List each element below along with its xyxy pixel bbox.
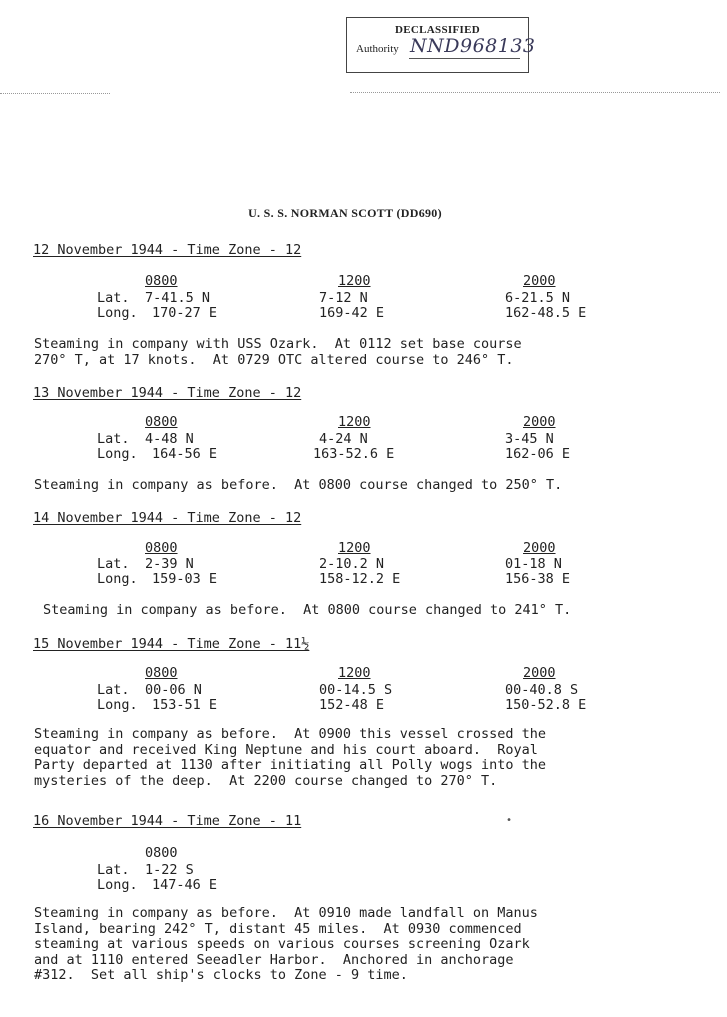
time-1200: 1200 xyxy=(338,665,371,681)
long-0800: 159-03 E xyxy=(152,571,218,587)
long-label: Long. xyxy=(97,305,138,321)
long-1200: 158-12.2 E xyxy=(319,571,401,587)
entry-text: Steaming in company with USS Ozark. At 0112 set base course 270° T, at 17 knots. At 0729 OTC altered course to 246° T. xyxy=(34,336,522,368)
time-0800: 0800 xyxy=(145,273,178,289)
long-label: Long. xyxy=(97,877,138,893)
time-1200: 1200 xyxy=(338,540,371,556)
time-1200: 1200 xyxy=(338,273,371,289)
long-2000: 162-48.5 E xyxy=(505,305,587,321)
long-1200: 169-42 E xyxy=(319,305,385,321)
long-label: Long. xyxy=(97,446,138,462)
long-2000: 162-06 E xyxy=(505,446,571,462)
time-2000: 2000 xyxy=(523,665,556,681)
time-1200: 1200 xyxy=(338,414,371,430)
entry-heading: 12 November 1944 - Time Zone - 12 xyxy=(33,242,302,258)
time-2000: 2000 xyxy=(523,540,556,556)
lat-0800: 00-06 N xyxy=(145,682,202,698)
long-0800: 164-56 E xyxy=(152,446,218,462)
declassified-stamp xyxy=(346,17,536,73)
long-label: Long. xyxy=(97,697,138,713)
stamp-title: DECLASSIFIED xyxy=(395,24,480,36)
time-0800: 0800 xyxy=(145,414,178,430)
long-2000: 156-38 E xyxy=(505,571,571,587)
long-1200: 163-52.6 E xyxy=(313,446,395,462)
long-0800: 170-27 E xyxy=(152,305,218,321)
scan-line-right xyxy=(350,92,720,93)
lat-2000: 00-40.8 S xyxy=(505,682,579,698)
lat-1200: 7-12 N xyxy=(319,290,368,306)
lat-1200: 4-24 N xyxy=(319,431,368,447)
lat-0800: 4-48 N xyxy=(145,431,194,447)
document-title: U. S. S. NORMAN SCOTT (DD690) xyxy=(248,206,442,220)
lat-label: Lat. xyxy=(97,431,130,447)
entry-text: Steaming in company as before. At 0800 course changed to 250° T. xyxy=(34,477,563,493)
lat-1200: 2-10.2 N xyxy=(319,556,385,572)
lat-0800: 1-22 S xyxy=(145,862,194,878)
entry-heading: 15 November 1944 - Time Zone - 11½ xyxy=(33,636,310,652)
lat-2000: 01-18 N xyxy=(505,556,562,572)
lat-0800: 7-41.5 N xyxy=(145,290,211,306)
time-0800: 0800 xyxy=(145,845,178,861)
scan-line-left xyxy=(0,93,110,94)
time-0800: 0800 xyxy=(145,540,178,556)
entry-heading: 16 November 1944 - Time Zone - 11 xyxy=(33,813,302,829)
time-0800: 0800 xyxy=(145,665,178,681)
stamp-authority-label: Authority xyxy=(356,43,399,55)
stamp-underline xyxy=(409,58,520,59)
time-2000: 2000 xyxy=(523,273,556,289)
lat-2000: 6-21.5 N xyxy=(505,290,571,306)
lat-2000: 3-45 N xyxy=(505,431,554,447)
lat-0800: 2-39 N xyxy=(145,556,194,572)
long-label: Long. xyxy=(97,571,138,587)
scan-mark: • xyxy=(506,815,513,826)
stamp-authority-value: NND968133 xyxy=(410,35,536,57)
long-0800: 147-46 E xyxy=(152,877,218,893)
entry-text: Steaming in company as before. At 0900 this vessel crossed the equator and received King Neptune and his court aboard. Royal Party departed at 1130 after initiating all Polly wogs into the mysteries of the deep. At 2200 course changed to 270° T. xyxy=(34,726,547,789)
time-2000: 2000 xyxy=(523,414,556,430)
lat-label: Lat. xyxy=(97,682,130,698)
long-2000: 150-52.8 E xyxy=(505,697,587,713)
long-0800: 153-51 E xyxy=(152,697,218,713)
entry-heading: 14 November 1944 - Time Zone - 12 xyxy=(33,510,302,526)
entry-text: Steaming in company as before. At 0910 made landfall on Manus Island, bearing 242° T, distant 45 miles. At 0930 commenced steaming at various speeds on various courses screening Ozark and at 1110 entered Seeadler Harbor. Anchored in anchorage #312. Set all ship's clocks to Zone - 9 time. xyxy=(34,905,538,983)
lat-label: Lat. xyxy=(97,556,130,572)
lat-label: Lat. xyxy=(97,290,130,306)
long-1200: 152-48 E xyxy=(319,697,385,713)
entry-text: Steaming in company as before. At 0800 course changed to 241° T. xyxy=(43,602,572,618)
lat-1200: 00-14.5 S xyxy=(319,682,393,698)
entry-heading: 13 November 1944 - Time Zone - 12 xyxy=(33,385,302,401)
lat-label: Lat. xyxy=(97,862,130,878)
